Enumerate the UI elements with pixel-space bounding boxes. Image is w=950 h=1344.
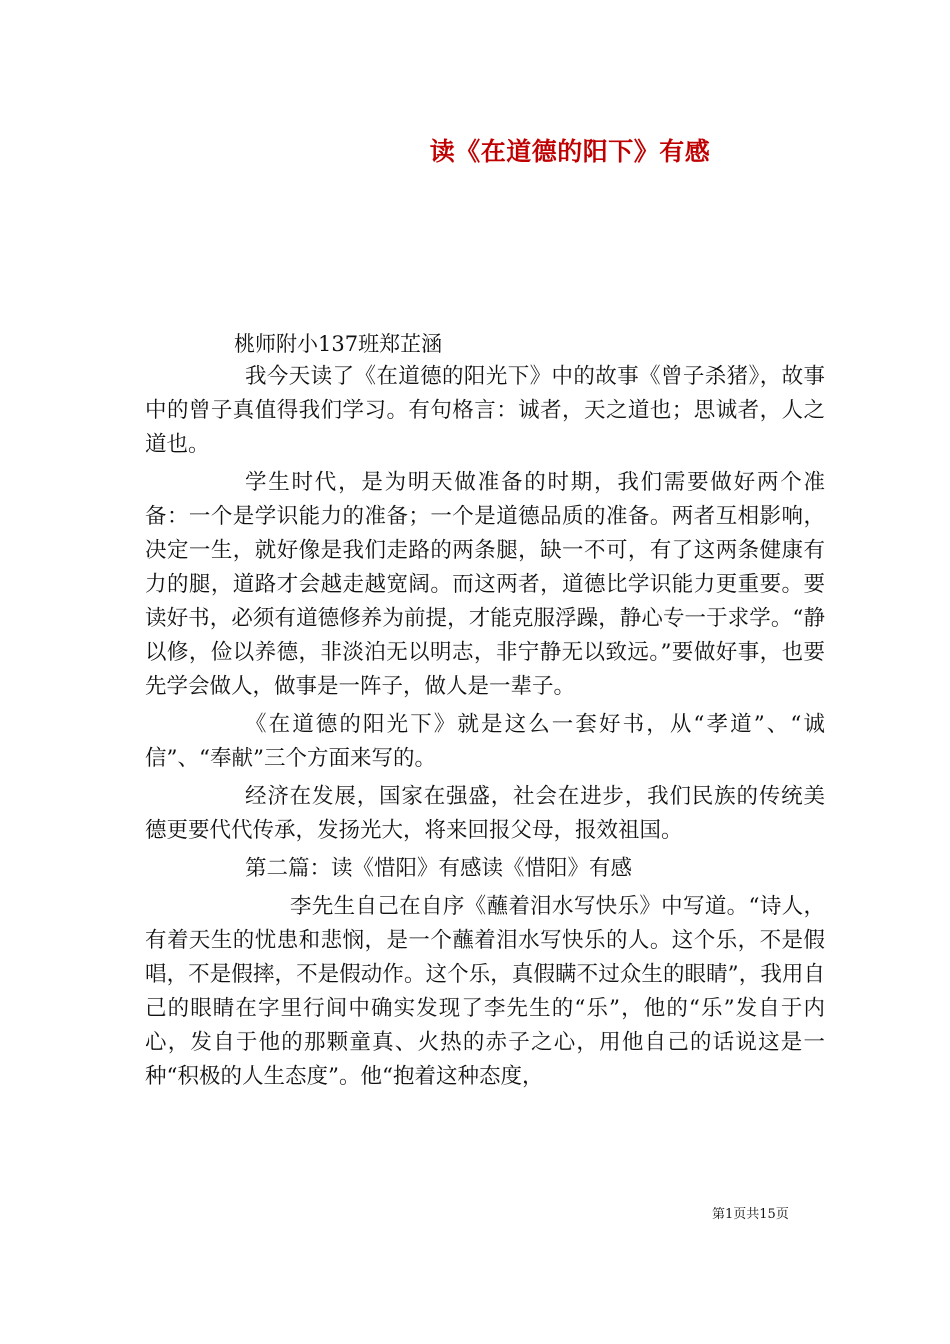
paragraph-3: 《在道德的阳光下》就是这么一套好书，从“孝道”、“诚信”、“奉献”三个方面来写的。: [145, 712, 825, 771]
section-2-paragraph: 李先生自己在自序《蘸着泪水写快乐》中写道。“诗人，有着天生的忧患和悲悯，是一个蘸着泪水写快乐的人。这个乐，不是假唱，不是假摔，不是假动作。这个乐，真假瞒不过众生的眼睛”，我用自己的眼睛在字里行间中确实发现了李先生的“乐”，他的“乐”发自于内心，发自于他的那颗童真、火热的赤子之心，用他自己的话说这是一种“积极的人生态度”。他“抱着这种态度，: [145, 894, 825, 1089]
paragraph-1: 我今天读了《在道德的阳光下》中的故事《曾子杀猪》，故事中的曾子真值得我们学习。有句格言：诚者，天之道也；思诚者，人之道也。: [145, 364, 825, 457]
page-number: 第1页共15页: [712, 1207, 789, 1222]
document-title: 读《在道德的阳下》有感: [429, 137, 711, 166]
section-2-heading: 第二篇：读《惜阳》有感读《惜阳》有感: [245, 856, 633, 881]
document-body: [145, 360, 825, 1098]
paragraph-2: 学生时代，是为明天做准备的时期，我们需要做好两个准备：一个是学识能力的准备；一个是道德品质的准备。两者互相影响，决定一生，就好像是我们走路的两条腿，缺一不可，有了这两条健康有力的腿，道路才会越走越宽阔。而这两者，道德比学识能力更重要。要读好书，必须有道德修养为前提，才能克服浮躁，静心专一于求学。“静以修，俭以养德，非淡泊无以明志，非宁静无以致远。”要做好事，也要先学会做人，做事是一阵子，做人是一辈子。: [145, 470, 825, 699]
paragraph-4: 经济在发展，国家在强盛，社会在进步，我们民族的传统美德更要代代传承，发扬光大，将来回报父母，报效祖国。: [145, 784, 825, 843]
author-byline: 桃师附小137班郑芷涵: [234, 332, 443, 356]
